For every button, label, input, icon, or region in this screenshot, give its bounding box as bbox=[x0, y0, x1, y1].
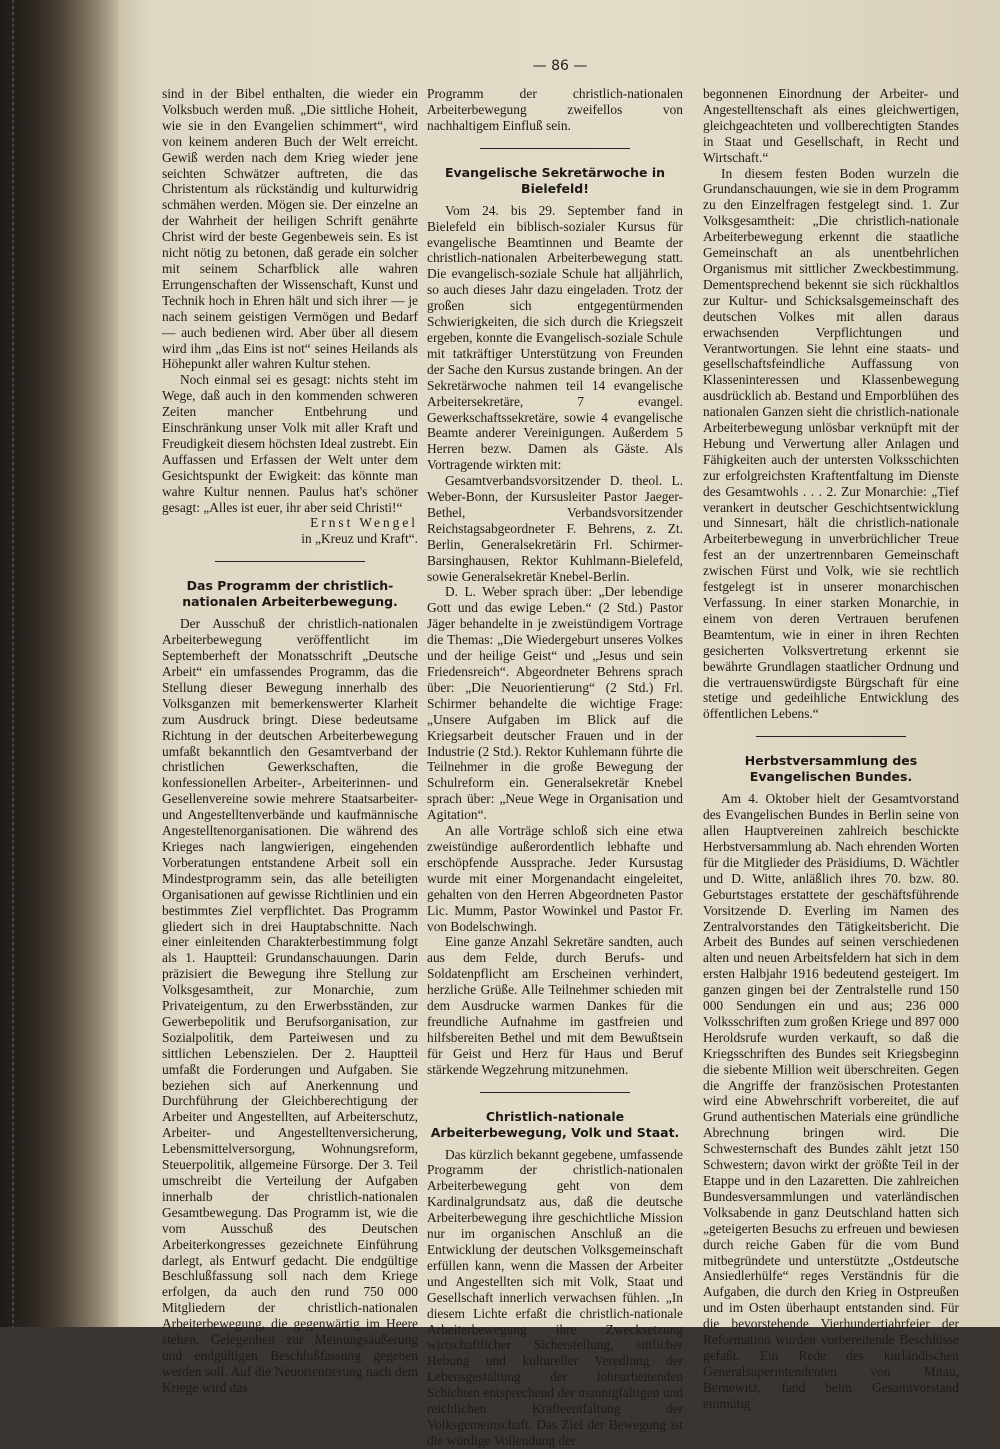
paragraph: sind in der Bibel enthalten, die wieder ein Volksbuch werden muß. „Die sittliche Hoheit, wie sie in den Evangelien schimmert“, wird von keinem anderen Buch der Welt erreicht. Gewiß werden nach dem Krieg wieder jene seichten Schwätzer auftreten, die das Christentum als rückständig und kulturwidrig schmähen werden. Mögen sie. Der einzelne an der Wahrheit der heiligen Schrift genährte Christ wird der beste Gegenbeweis sein. Es ist nicht nötig zu betonen, daß gerade ein solcher mit seinem Scharfblick alle wahren Errungenschaften der Wissenschaft, Kunst und Technik hoch in Ehren hält und sich ihrer — je nach seinem geistigen Vermögen und Bedarf — auch bedienen wird. Aber über all diesem wird ihm „das Eins ist not“ seines Heilands als Höhepunkt aller wahren Kultur stehen. bbox=[162, 86, 418, 372]
paragraph: Eine ganze Anzahl Sekretäre sandten, auch aus dem Felde, durch Berufs- und Soldatenpflicht am Erscheinen verhindert, herzliche Grüße. Alle Teilnehmer schieden mit dem Ausdrucke warmen Dankes für die freundliche Aufnahme im gastfreien und hilfsbereiten Bethel und mit dem Bewußtsein für Geist und Herz für Haus und Beruf stärkende Wegzehrung mitzunehmen. bbox=[427, 934, 683, 1077]
paragraph: In diesem festen Boden wurzeln die Grundanschauungen, wie sie in dem Programm zu den Einzelfragen festgelegt sind. 1. Zur Volksgesamtheit: „Die christlich-nationale Arbeiterbewegung erkennt die staatliche Gemeinschaft an als unentbehrlichen Organismus mit sittlicher Zweckbestimmung. Dementsprechend bekennt sie sich rückhaltlos zur Kultur- und Schicksalsgemeinschaft des deutschen Volkes mit allen daraus erwachsenden Verpflichtungen und Verantwortungen. Sie lehnt eine staats- und gesellschaftsfeindliche Auffassung von Klasseninteressen und Klassenbewegung ausdrücklich ab. Bestand und Emporblühen des nationalen Ganzen sieht die christlich-nationale Arbeiterbewegung unlösbar verknüpft mit der Hebung und Verwertung aller Anlagen und Fähigkeiten auch der untersten Volksschichten zur erfolgreichsten Kraftentfaltung im Dienste des Gesamtwohls . . . 2. Zur Monarchie: „Tief verankert in deutscher Geschichtsentwicklung und Sinnesart, hält die christlich-nationale Arbeiterbewegung in unverbrüchlicher Treue fest an der unzertrennbaren Gemeinschaft zwischen Fürst und Volk, wie sie rechtlich festgelegt ist in unserer monarchischen Verfassung. In einer starken Monarchie, in einem von deren Vertrauen berufenen Beamtentum, wie in einer in ihren Rechten gesicherten Volksvertretung erkennt sie bewährte Grundlagen staatlicher Ordnung und die vertrauenswürdigste Bürgschaft für eine stetige und gedeihliche Entwicklung des öffentlichen Lebens.“ bbox=[703, 165, 959, 722]
section-divider bbox=[215, 561, 365, 562]
paragraph: Am 4. Oktober hielt der Gesamtvorstand des Evangelischen Bundes in Berlin seine von allen Hauptvereinen zahlreich beschickte Herbstversammlung ab. Nach ehrenden Worten für die Mitglieder des Präsidiums, D. Wächtler und D. Witte, anläßlich ihres 70. bzw. 80. Geburtstages erstattete der geschäftsführende Vorsitzende D. Everling im Namen des Zentralvorstandes den Tätigkeitsbericht. Die Arbeit des Bundes auf seinen verschiedenen alten und neuen Arbeitsfeldern hat sich in dem ersten Halbjahr 1916 bedeutend gesteigert. Im ganzen gingen bei der Zentralstelle rund 150 000 Sendungen ein und aus; 236 000 Volksschriften zum großen Kriege und 897 000 Heroldsrufe wurden verkauft, so daß die Kriegsschriften des Bundes seit Kriegsbeginn die siebente Million weit überschreiten. Gegen die Angriffe der französischen Protestanten wird eine Abwehrschrift vorbereitet, die auf Grund authentischen Materials eine gründliche Abrechnung bringen wird. Die Schwesternschaft des Bundes zählt jetzt 150 Schwestern; davon wirkt der größte Teil in der Etappe und in den Lazaretten. Die zahlreichen Bundesversammlungen und vaterländischen Volksabende in ganz Deutschland hatten sich „geteigerten Besuchs zu erfreuen und bewiesen durch reiche Gaben für die vom Bund mitbegründete und unterstützte „Ostdeutsche Ansiedlerhülfe“ reges Verständnis für die Aufgaben, die durch den Krieg in Ostpreußen und im Osten überhaupt entstanden sind. Für die bevorstehende Vierhundertjahrfeier der Reformation wurden vorbereitende Beschlüsse gefaßt. Ein Rede des kurländischen Generalsuperintendenten von Mitau, Bernewitz, fand beim Gesamtvorstand einmütig bbox=[703, 791, 959, 1411]
section-title: Christlich-nationale Arbeiterbewegung, Volk und Staat. bbox=[430, 1108, 680, 1140]
paragraph: Vom 24. bis 29. September fand in Bielefeld ein biblisch-sozialer Kursus für evangelische Beamtinnen und Beamte der christlich-nationalen Arbeiterbewegung statt. Die evangelisch-soziale Schule hat alljährlich, so auch dieses Jahr dazu eingeladen. Trotz der großen sich entgegentürmenden Schwierigkeiten, die sich durch die Kriegszeit ergeben, konnte die Evangelisch-soziale Schule mit tatkräftiger Unterstützung von Freunden der Sache den Kursus zustande bringen. An der Sekretärwoche nahmen teil 14 evangelische Arbeitersekretäre, 7 evangel. Gewerkschaftssekretäre, sowie 4 evangelische Beamte anderer Vereinigungen. Außerdem 5 Herren bezw. Damen als Gäste. Als Vortragende wirkten mit: bbox=[427, 202, 683, 473]
paragraph: An alle Vorträge schloß sich eine etwa zweistündige außerordentlich lebhafte und erschöpfende Aussprache. Jeder Kursustag wurde mit einer Morgenandacht eingeleitet, gehalten von den Herren Abgeordneten Pastor Lic. Mumm, Pastor Wowinkel und Pastor Fr. von Bodelschwingh. bbox=[427, 823, 683, 934]
paragraph: begonnenen Einordnung der Arbeiter- und Angestelltenschaft als eines gleichwertigen, gleichgeachteten und vollberechtigten Standes in Staat und Gesellschaft, in Recht und Wirtschaft.“ bbox=[703, 86, 959, 165]
paragraph: Programm der christlich-nationalen Arbeiterbewegung zweifellos von nachhaltigem Einfluß sein. bbox=[427, 86, 683, 133]
signature-source: in „Kreuz und Kraft“. bbox=[301, 531, 418, 547]
section-title: Herbstversammlung des Evangelischen Bundes. bbox=[744, 753, 918, 785]
section-divider bbox=[480, 148, 630, 149]
paragraph: Gesamtverbandsvorsitzender D. theol. L. Weber-Bonn, der Kursusleiter Pastor Jaeger-Bethel, Verbandsvorsitzender Reichstagsabgeordneter F. Behrens, z. Zt. Berlin, Generalsekretärin Frl. Schirmer-Barsinghausen, Rektor Kuhlmann-Bielefeld, sowie Generalsekretär Knebel-Berlin. bbox=[427, 473, 683, 584]
section-divider bbox=[480, 1092, 630, 1093]
author-signature: Ernst Wengel bbox=[310, 515, 418, 531]
column-right bbox=[703, 86, 959, 1412]
paragraph: D. L. Weber sprach über: „Der lebendige Gott und das ewige Leben.“ (2 Std.) Pastor Jäger behandelte in je zweistündigem Vortrage die Themas: „Die Wiedergeburt unseres Volkes und der heilige Geist“ und „Jesus und sein Friedensreich“. Abgeordneter Behrens sprach über: „Die Neuorientierung“ (2 Std.) Frl. Schirmer behandelte die wichtige Frage: „Unsere Aufgaben im Blick auf die Kriegsarbeit deutscher Frauen und in der Industrie (2 Std.). Rektor Kuhlemann führte die Teilnehmer in die große Bewegung der Schulreform ein. Generalsekretär Knebel sprach über: „Neue Wege in Organisation und Agitation“. bbox=[427, 584, 683, 823]
paragraph: Noch einmal sei es gesagt: nichts steht im Wege, daß auch in den kommenden schweren Zeiten mancher Entbehrung und Einschränkung unser Volk mit aller Kraft und Freudigkeit diesem höchsten Ideal zustrebt. Ein Auffassen und Erfassen der Welt unter dem Gesichtspunkt der Ewigkeit: das könnte man wahre Kultur nennen. Paulus hat's schöner gesagt: „Alles ist euer, ihr aber seid Christi!“ bbox=[162, 372, 418, 515]
column-left bbox=[162, 86, 418, 1396]
section-title: Evangelische Sekretärwoche in Bielefeld! bbox=[444, 164, 666, 196]
section-title: Das Programm der christlich-nationalen Arbeiterbewegung. bbox=[182, 578, 398, 610]
section-divider bbox=[756, 736, 906, 737]
column-middle bbox=[427, 86, 683, 1449]
page-number: — 86 — bbox=[532, 58, 588, 74]
book-binding bbox=[0, 0, 118, 1327]
paragraph: Das kürzlich bekannt gegebene, umfassende Programm der christlich-nationalen Arbeiterbewegung geht von dem Kardinalgrundsatz aus, daß die deutsche Arbeiterbewegung ihre geschichtliche Mission nur im organischen Anschluß an die Entwicklung der deutschen Volksgemeinschaft erfüllen kann, wenn die Massen der Arbeiter und Angestellten sich mit Volk, Staat und Gesellschaft innerlich verwachsen fühlen. „In diesem Lichte erfaßt die christlich-nationale Arbeiterbewegung ihre Zwecksetzung wirtschaftlicher Sicherstellung, sittlicher Hebung und kultureller Veredlung der Lebensgestaltung der lohnarbeitenden Schichten entsprechend der mannigfaltigen und reichlichen Kräfteentfaltung der Volksgemeinschaft. Das Ziel der Bewegung ist die würdige Vollendung der bbox=[427, 1146, 683, 1448]
paragraph: Der Ausschuß der christlich-nationalen Arbeiterbewegung veröffentlicht im Septemberheft der Monatsschrift „Deutsche Arbeit“ ein umfassendes Programm, das die Stellung dieser Bewegung innerhalb des Volksganzen mit bemerkenswerter Klarheit zum Ausdruck bringt. Diese bedeutsame Richtung in der deutschen Arbeiterbewegung umfaßt bekanntlich den Gesamtverband der christlichen Gewerkschaften, die konfessionellen Arbeiter-, Arbeiterinnen- und Gesellenvereine sowie mehrere Staatsarbeiter- und Angestelltenverbände und kaufmännische Angestelltenorganisationen. Die während des Krieges nach langwierigen, eingehenden Vorberatungen entstandene Arbeit soll ein Mindestprogramm sein, das alle beteiligten Organisationen auf gewisse Richtlinien und ein bestimmtes Ziel verpflichtet. Das Programm gliedert sich in drei Hauptabschnitte. Nach einer einleitenden Charakterbestimmung folgt als 1. Hauptteil: Grundanschauungen. Darin präzisiert die Bewegung ihre Stellung zur Volksgesamtheit, zur Monarchie, zum Privateigentum, zu den Erwerbsständen, zur Gewerbepolitik und Berufsorganisation, zur Sozialpolitik, dem Parteiwesen und zu sittlichen Lebenszielen. Der 2. Hauptteil umfaßt die Forderungen und Aufgaben. Sie beziehen sich auf Anerkennung und Durchführung der Gleichberechtigung der Arbeiter und Angestellten, auf Arbeiterschutz, Arbeiter- und Angestelltenversicherung, Lebensmittelversorgung, Wohnungsreform, Steuerpolitik, allgemeine Fürsorge. Der 3. Teil umschreibt die Verteilung der Aufgaben innerhalb der christlich-nationalen Gesamtbewegung. Das Programm ist, wie die vom Ausschuß des Deutschen Arbeiterkongresses gezeichnete Einführung darlegt, als Entwurf gedacht. Die endgültige Beschlußfassung soll nach dem Kriege erfolgen, da auch den rund 750 000 Mitgliedern der christlich-nationalen Arbeiterbewegung, die gegenwärtig im Heere stehen, Gelegenheit zur Meinungsäußerung und endgültigen Beschlußfassung gegeben werden soll. Auf die Neuorientierung nach dem Kriege wird das bbox=[162, 616, 418, 1395]
